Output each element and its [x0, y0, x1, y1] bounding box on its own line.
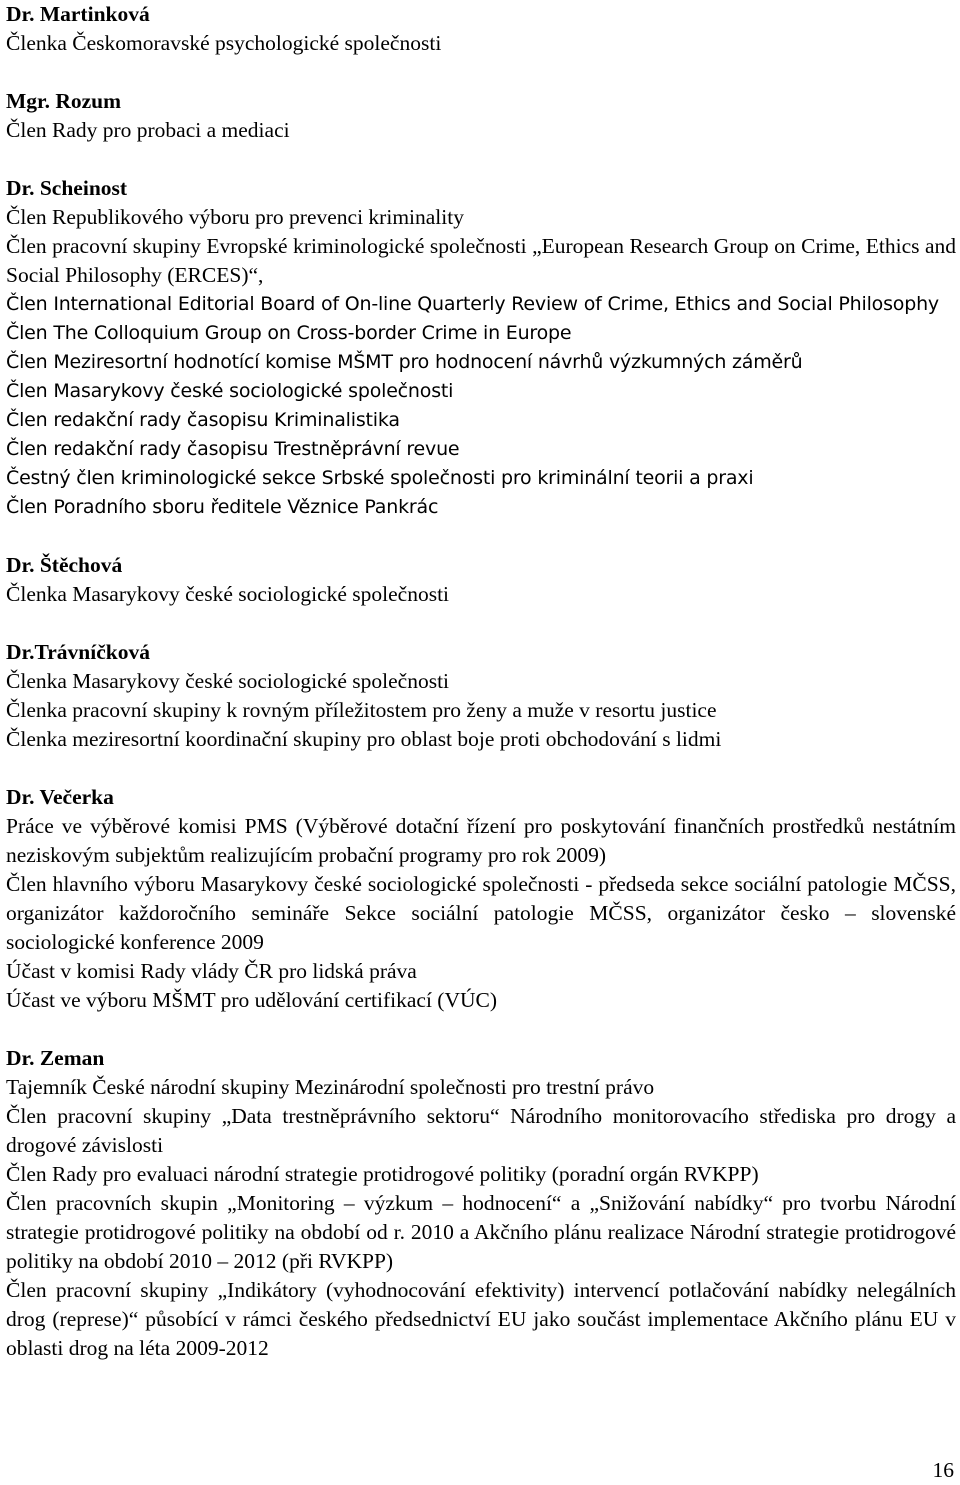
person-name: Mgr. Rozum [6, 89, 122, 113]
section-scheinost [6, 174, 956, 522]
document-page [6, 0, 956, 1363]
membership-line: Člen hlavního výboru Masarykovy české sociologické společnosti - předseda sekce sociální patologie MČSS, organizátor každoročního semináře Sekce sociální patologie MČSS, organizátor česko – slovenské sociologické konference 2009 [6, 872, 956, 954]
spacer [6, 58, 956, 87]
membership-line: Člen pracovní skupiny „Data trestněprávního sektoru“ Národního monitorovacího střediska pro drogy a drogové závislosti [6, 1104, 956, 1157]
membership-line: Člen pracovních skupin „Monitoring – výzkum – hodnocení“ a „Snižování nabídky“ pro tvorbu Národní strategie protidrogové politiky na období od r. 2010 a Akčního plánu realizace Národní strategie protidrogové politiky na období 2010 – 2012 (při RVKPP) [6, 1191, 956, 1273]
person-name: Dr. Zeman [6, 1046, 105, 1070]
membership-line: Člen The Colloquium Group on Cross-border Crime in Europe [6, 322, 572, 344]
spacer [6, 1015, 956, 1044]
spacer [6, 754, 956, 783]
membership-line: Člen pracovní skupiny „Indikátory (vyhodnocování efektivity) intervencí potlačování nabídky nelegálních drog (represe)“ působící v rámci českého předsednictví EU jako součást implementace Akčního plánu EU v oblasti drog na léta 2009-2012 [6, 1278, 956, 1360]
spacer [6, 609, 956, 638]
membership-line: Členka pracovní skupiny k rovným příležitostem pro ženy a muže v resortu justice [6, 698, 717, 722]
section-martinkova [6, 0, 956, 58]
membership-line: Členka Českomoravské psychologické společnosti [6, 31, 442, 55]
page-number: 16 [932, 1458, 954, 1482]
membership-line: Členka Masarykovy české sociologické společnosti [6, 669, 450, 693]
membership-line: Člen Rady pro evaluaci národní strategie protidrogové politiky (poradní orgán RVKPP) [6, 1162, 759, 1186]
person-name: Dr. Štěchová [6, 553, 123, 577]
person-name: Dr. Večerka [6, 785, 114, 809]
membership-line: Čestný člen kriminologické sekce Srbské společnosti pro kriminální teorii a praxi [6, 467, 754, 489]
membership-line: Člen redakční rady časopisu Trestněprávní revue [6, 438, 460, 460]
section-vecerka [6, 783, 956, 1015]
membership-line: Členka Masarykovy české sociologické společnosti [6, 582, 450, 606]
membership-line: Členka meziresortní koordinační skupiny pro oblast boje proti obchodování s lidmi [6, 727, 722, 751]
membership-line: Člen Poradního sboru ředitele Věznice Pankrác [6, 496, 439, 518]
membership-line: Práce ve výběrové komisi PMS (Výběrové dotační řízení pro poskytování finančních prostředků nestátním neziskovým subjektům realizujícím probační programy pro rok 2009) [6, 814, 956, 867]
membership-line: Člen Rady pro probaci a mediaci [6, 118, 290, 142]
membership-line: Člen International Editorial Board of On-line Quarterly Review of Crime, Ethics and Social Philosophy [6, 293, 939, 315]
person-name: Dr. Scheinost [6, 176, 128, 200]
membership-line: Člen Republikového výboru pro prevenci kriminality [6, 205, 464, 229]
section-zeman [6, 1044, 956, 1363]
membership-line: Člen redakční rady časopisu Kriminalistika [6, 409, 400, 431]
section-rozum [6, 87, 956, 145]
person-name: Dr. Martinková [6, 2, 150, 26]
membership-line: Tajemník České národní skupiny Mezinárodní společnosti pro trestní právo [6, 1075, 655, 1099]
spacer [6, 145, 956, 174]
membership-line: Účast ve výboru MŠMT pro udělování certifikací (VÚC) [6, 988, 498, 1012]
membership-line: Účast v komisi Rady vlády ČR pro lidská práva [6, 959, 417, 983]
membership-line: Člen Meziresortní hodnotící komise MŠMT pro hodnocení návrhů výzkumných záměrů [6, 351, 803, 373]
section-travnickova [6, 638, 956, 754]
membership-line: Člen Masarykovy české sociologické společnosti [6, 380, 454, 402]
person-name: Dr.Trávníčková [6, 640, 150, 664]
spacer [6, 522, 956, 551]
section-stechova [6, 551, 956, 609]
membership-line: Člen pracovní skupiny Evropské kriminologické společnosti „European Research Group on Crime, Ethics and Social Philosophy (ERCES)“, [6, 234, 956, 287]
